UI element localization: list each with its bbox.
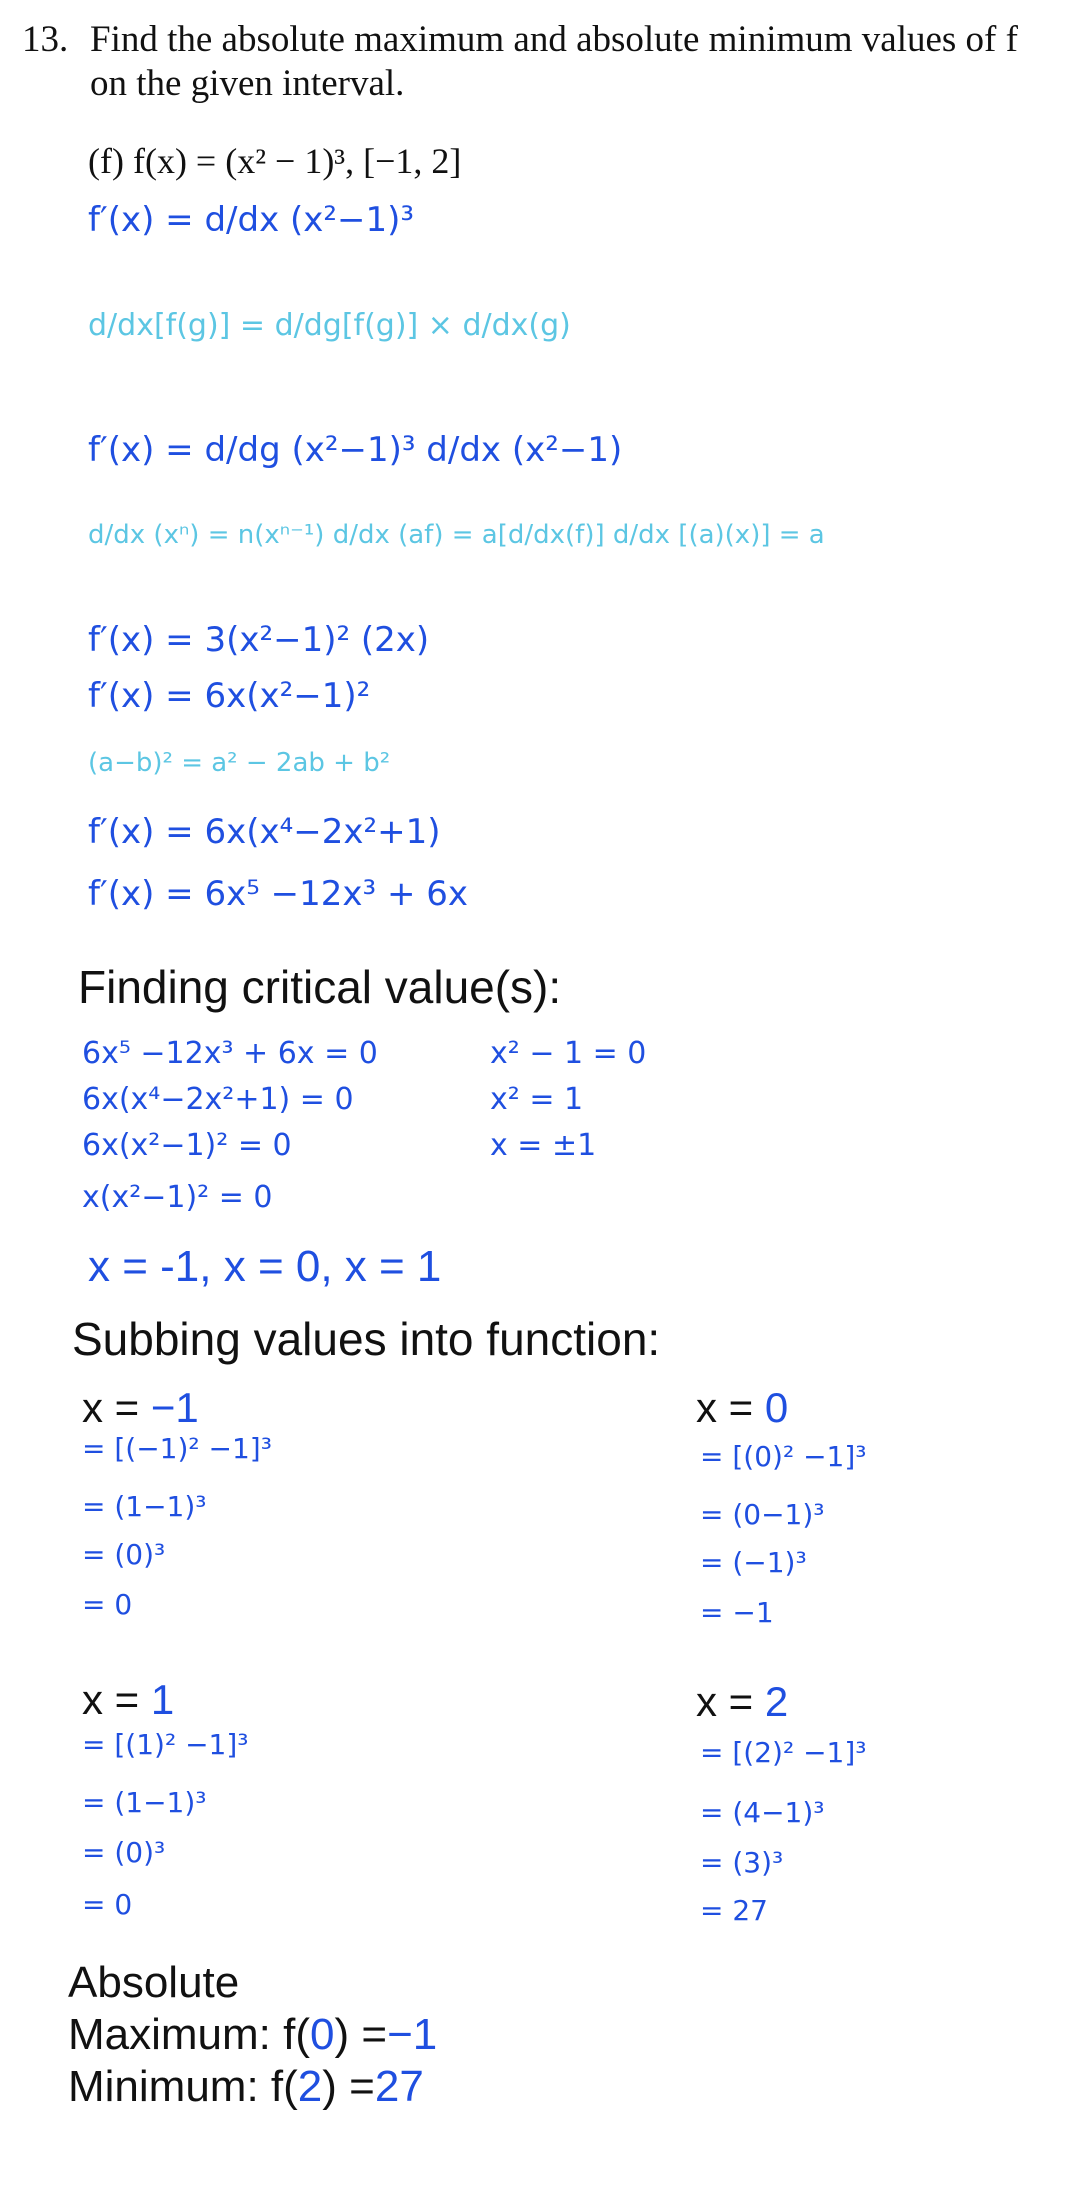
evaluation-step: = (1−1)³ — [82, 1490, 207, 1523]
evaluation-step: = [(0)² −1]³ — [700, 1440, 867, 1473]
evaluation-label: x = −1 — [82, 1384, 199, 1431]
critical-step: x(x²−1)² = 0 — [82, 1180, 273, 1215]
problem-statement: Find the absolute maximum and absolute minimum values of f on the given interval. — [90, 19, 1018, 104]
critical-step: 6x(x⁴−2x²+1) = 0 — [82, 1082, 354, 1117]
derivation-line: f′(x) = 6x(x⁴−2x²+1) — [88, 812, 441, 852]
maximum-result: Maximum: f(0) =−1 — [68, 2010, 438, 2059]
evaluation-step: = 0 — [82, 1888, 133, 1921]
evaluation-step: = (1−1)³ — [82, 1786, 207, 1819]
evaluation-step: = (0)³ — [82, 1538, 166, 1571]
derivation-line: f′(x) = d/dx (x²−1)³ — [88, 200, 415, 240]
critical-values: x = -1, x = 0, x = 1 — [88, 1242, 442, 1291]
minimum-result: Minimum: f(2) =27 — [68, 2062, 424, 2111]
critical-step: x² − 1 = 0 — [490, 1036, 647, 1071]
derivation-line: f′(x) = 6x(x²−1)² — [88, 676, 371, 716]
evaluation-step: = (−1)³ — [700, 1546, 807, 1579]
evaluation-label: x = 1 — [82, 1676, 175, 1723]
critical-step: 6x(x²−1)² = 0 — [82, 1128, 292, 1163]
evaluation-step: = (0)³ — [82, 1836, 166, 1869]
evaluation-step: = [(2)² −1]³ — [700, 1736, 867, 1769]
evaluation-label: x = 0 — [696, 1384, 789, 1431]
evaluation-step: = [(−1)² −1]³ — [82, 1432, 272, 1465]
evaluation-step: = 27 — [700, 1894, 768, 1927]
evaluation-step: = [(1)² −1]³ — [82, 1728, 249, 1761]
critical-step: x = ±1 — [490, 1128, 597, 1163]
chain-rule-note: d/dx[f(g)] = d/dg[f(g)] × d/dx(g) — [88, 308, 571, 343]
problem-number: 13. — [22, 19, 69, 60]
binomial-note: (a−b)² = a² − 2ab + b² — [88, 748, 391, 778]
answer-heading: Absolute — [68, 1958, 240, 2007]
evaluation-step: = 0 — [82, 1588, 133, 1621]
critical-values-heading: Finding critical value(s): — [78, 961, 562, 1013]
function-definition: (f) f(x) = (x² − 1)³, [−1, 2] — [88, 141, 462, 181]
evaluation-step: = (0−1)³ — [700, 1498, 825, 1531]
derivation-line: f′(x) = d/dg (x²−1)³ d/dx (x²−1) — [88, 430, 623, 470]
derivative-rules-note: d/dx (xⁿ) = n(xⁿ⁻¹) d/dx (af) = a[d/dx(f)] d/dx [(a)(x)] = a — [88, 520, 825, 550]
evaluation-step: = (3)³ — [700, 1846, 784, 1879]
critical-step: x² = 1 — [490, 1082, 584, 1117]
evaluation-step: = −1 — [700, 1596, 774, 1629]
evaluation-step: = (4−1)³ — [700, 1796, 825, 1829]
derivation-line: f′(x) = 6x⁵ −12x³ + 6x — [88, 874, 468, 914]
substitution-heading: Subbing values into function: — [72, 1313, 661, 1365]
evaluation-label: x = 2 — [696, 1678, 789, 1725]
critical-step: 6x⁵ −12x³ + 6x = 0 — [82, 1036, 378, 1071]
derivation-line: f′(x) = 3(x²−1)² (2x) — [88, 620, 430, 660]
